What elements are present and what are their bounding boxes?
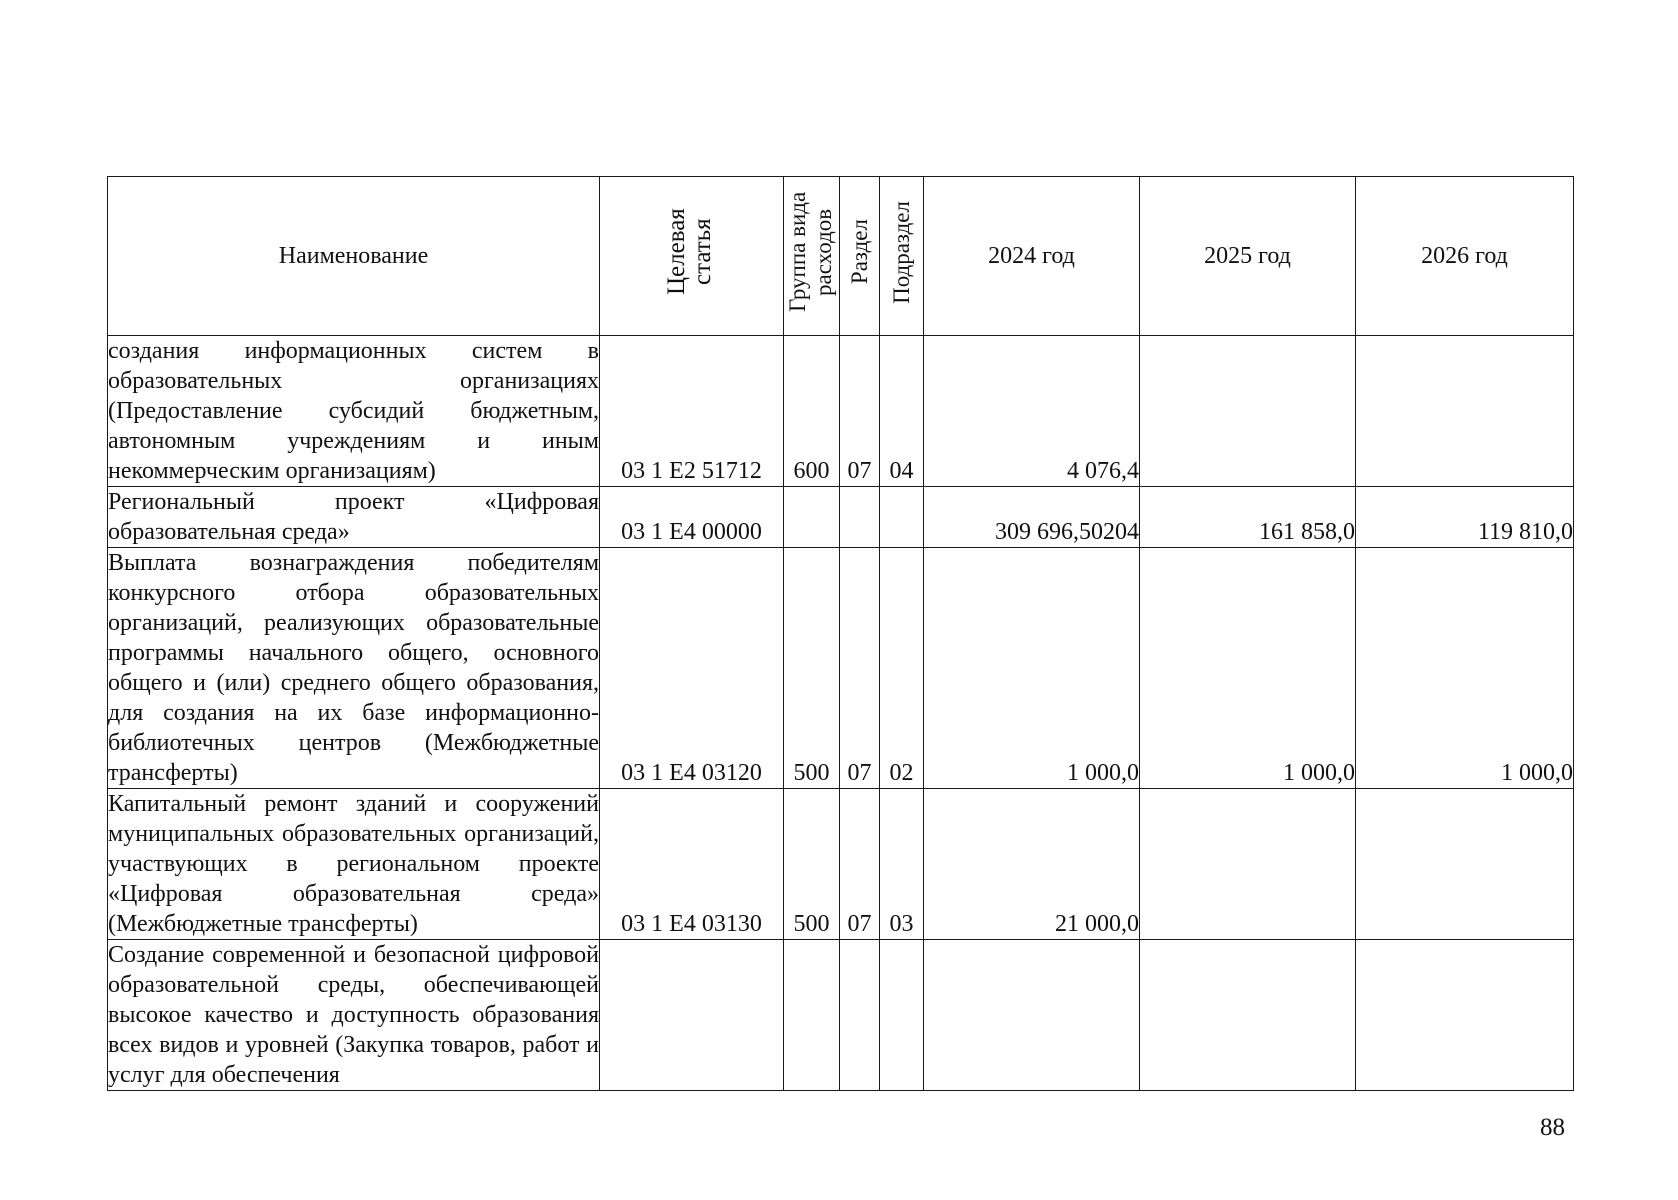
table-row xyxy=(108,487,1574,548)
row-subsection xyxy=(880,940,924,1091)
header-subsection: Подраздел xyxy=(880,177,924,336)
row-section xyxy=(840,940,880,1091)
page-number: 88 xyxy=(1540,1114,1565,1141)
row-2024 xyxy=(924,940,1140,1091)
header-target-item: Целевая статья xyxy=(600,177,784,336)
row-name: Выплата вознаграждения победителям конкурсного отбора образовательных организаций, реализующих образовательные программы начального общего, основного общего и (или) среднего общего образования, для создания на их базе информационно-библиотечных центров (Межбюджетные трансферты) xyxy=(108,548,600,789)
row-2026 xyxy=(1356,336,1574,487)
row-name: Создание современной и безопасной цифровой образовательной среды, обеспечивающей высокое качество и доступность образования всех видов и уровней (Закупка товаров, работ и услуг для обеспечения xyxy=(108,940,600,1091)
row-expense-group: 500 xyxy=(784,789,840,940)
row-2025 xyxy=(1140,789,1356,940)
row-subsection: 03 xyxy=(880,789,924,940)
table-row xyxy=(108,336,1574,487)
row-2026: 119 810,0 xyxy=(1356,487,1574,548)
row-2025: 1 000,0 xyxy=(1140,548,1356,789)
row-target-item: 03 1 E4 03120 xyxy=(600,548,784,789)
row-name: Региональный проект «Цифровая образовательная среда» xyxy=(108,487,600,548)
row-target-item xyxy=(600,940,784,1091)
table-row-continued xyxy=(108,940,1574,1091)
table-row xyxy=(108,548,1574,789)
row-2025 xyxy=(1140,336,1356,487)
row-subsection xyxy=(880,487,924,548)
row-section: 07 xyxy=(840,789,880,940)
table-header-row xyxy=(108,177,1574,336)
row-subsection: 02 xyxy=(880,548,924,789)
row-target-item: 03 1 E2 51712 xyxy=(600,336,784,487)
row-name: Капитальный ремонт зданий и сооружений муниципальных образовательных организаций, участвующих в региональном проекте «Цифровая образовательная среда» (Межбюджетные трансферты) xyxy=(108,789,600,940)
header-expense-group: Группа вида расходов xyxy=(784,177,840,336)
row-expense-group: 600 xyxy=(784,336,840,487)
row-2024: 1 000,0 xyxy=(924,548,1140,789)
header-name: Наименование xyxy=(108,177,600,336)
row-subsection: 04 xyxy=(880,336,924,487)
row-name: создания информационных систем в образовательных организациях (Предоставление субсидий бюджетным, автономным учреждениям и иным некоммерческим организациям) xyxy=(108,336,600,487)
header-2026: 2026 год xyxy=(1356,177,1574,336)
row-expense-group xyxy=(784,487,840,548)
row-section xyxy=(840,487,880,548)
header-section: Раздел xyxy=(840,177,880,336)
budget-table xyxy=(107,176,1574,1091)
row-2024: 4 076,4 xyxy=(924,336,1140,487)
row-2026: 1 000,0 xyxy=(1356,548,1574,789)
row-2024: 309 696,50204 xyxy=(924,487,1140,548)
row-section: 07 xyxy=(840,336,880,487)
row-2024: 21 000,0 xyxy=(924,789,1140,940)
header-2025: 2025 год xyxy=(1140,177,1356,336)
row-expense-group: 500 xyxy=(784,548,840,789)
row-target-item: 03 1 E4 03130 xyxy=(600,789,784,940)
row-section: 07 xyxy=(840,548,880,789)
row-2026 xyxy=(1356,789,1574,940)
row-2026 xyxy=(1356,940,1574,1091)
row-target-item: 03 1 E4 00000 xyxy=(600,487,784,548)
header-2024: 2024 год xyxy=(924,177,1140,336)
row-2025 xyxy=(1140,940,1356,1091)
table-row xyxy=(108,789,1574,940)
row-2025: 161 858,0 xyxy=(1140,487,1356,548)
row-expense-group xyxy=(784,940,840,1091)
